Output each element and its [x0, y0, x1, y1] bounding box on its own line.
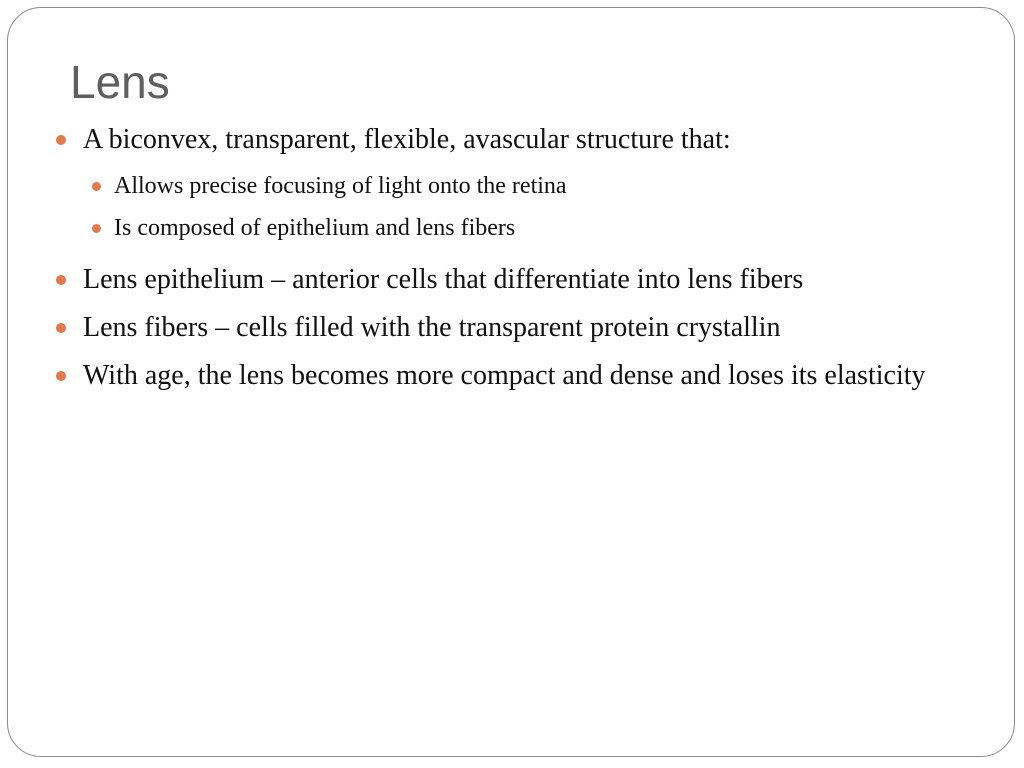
sub-bullet-dot-icon — [92, 182, 101, 191]
sub-bullet-text: Allows precise focusing of light onto the retina — [114, 173, 567, 199]
bullet-item — [52, 356, 982, 396]
slide-frame — [7, 7, 1015, 757]
bullet-text: A biconvex, transparent, flexible, avascular structure that: — [83, 124, 731, 155]
slide-content — [52, 120, 982, 404]
sub-bullet-text: Is composed of epithelium and lens fibers — [114, 215, 516, 241]
sub-bullet-dot-icon — [92, 224, 101, 233]
bullet-dot-icon — [56, 135, 66, 145]
bullet-text: Lens fibers – cells filled with the transparent protein crystallin — [83, 312, 781, 343]
slide-title: Lens — [70, 56, 170, 108]
sub-bullet-item — [52, 168, 982, 204]
bullet-item — [52, 260, 982, 300]
spacer — [52, 252, 982, 260]
bullet-text: Lens epithelium – anterior cells that differentiate into lens fibers — [83, 264, 804, 295]
bullet-item — [52, 120, 982, 160]
sub-bullet-item — [52, 210, 982, 246]
bullet-dot-icon — [56, 275, 66, 285]
bullet-text: With age, the lens becomes more compact and dense and loses its elasticity — [83, 360, 926, 391]
bullet-dot-icon — [56, 323, 66, 333]
bullet-item — [52, 308, 982, 348]
bullet-dot-icon — [56, 371, 66, 381]
